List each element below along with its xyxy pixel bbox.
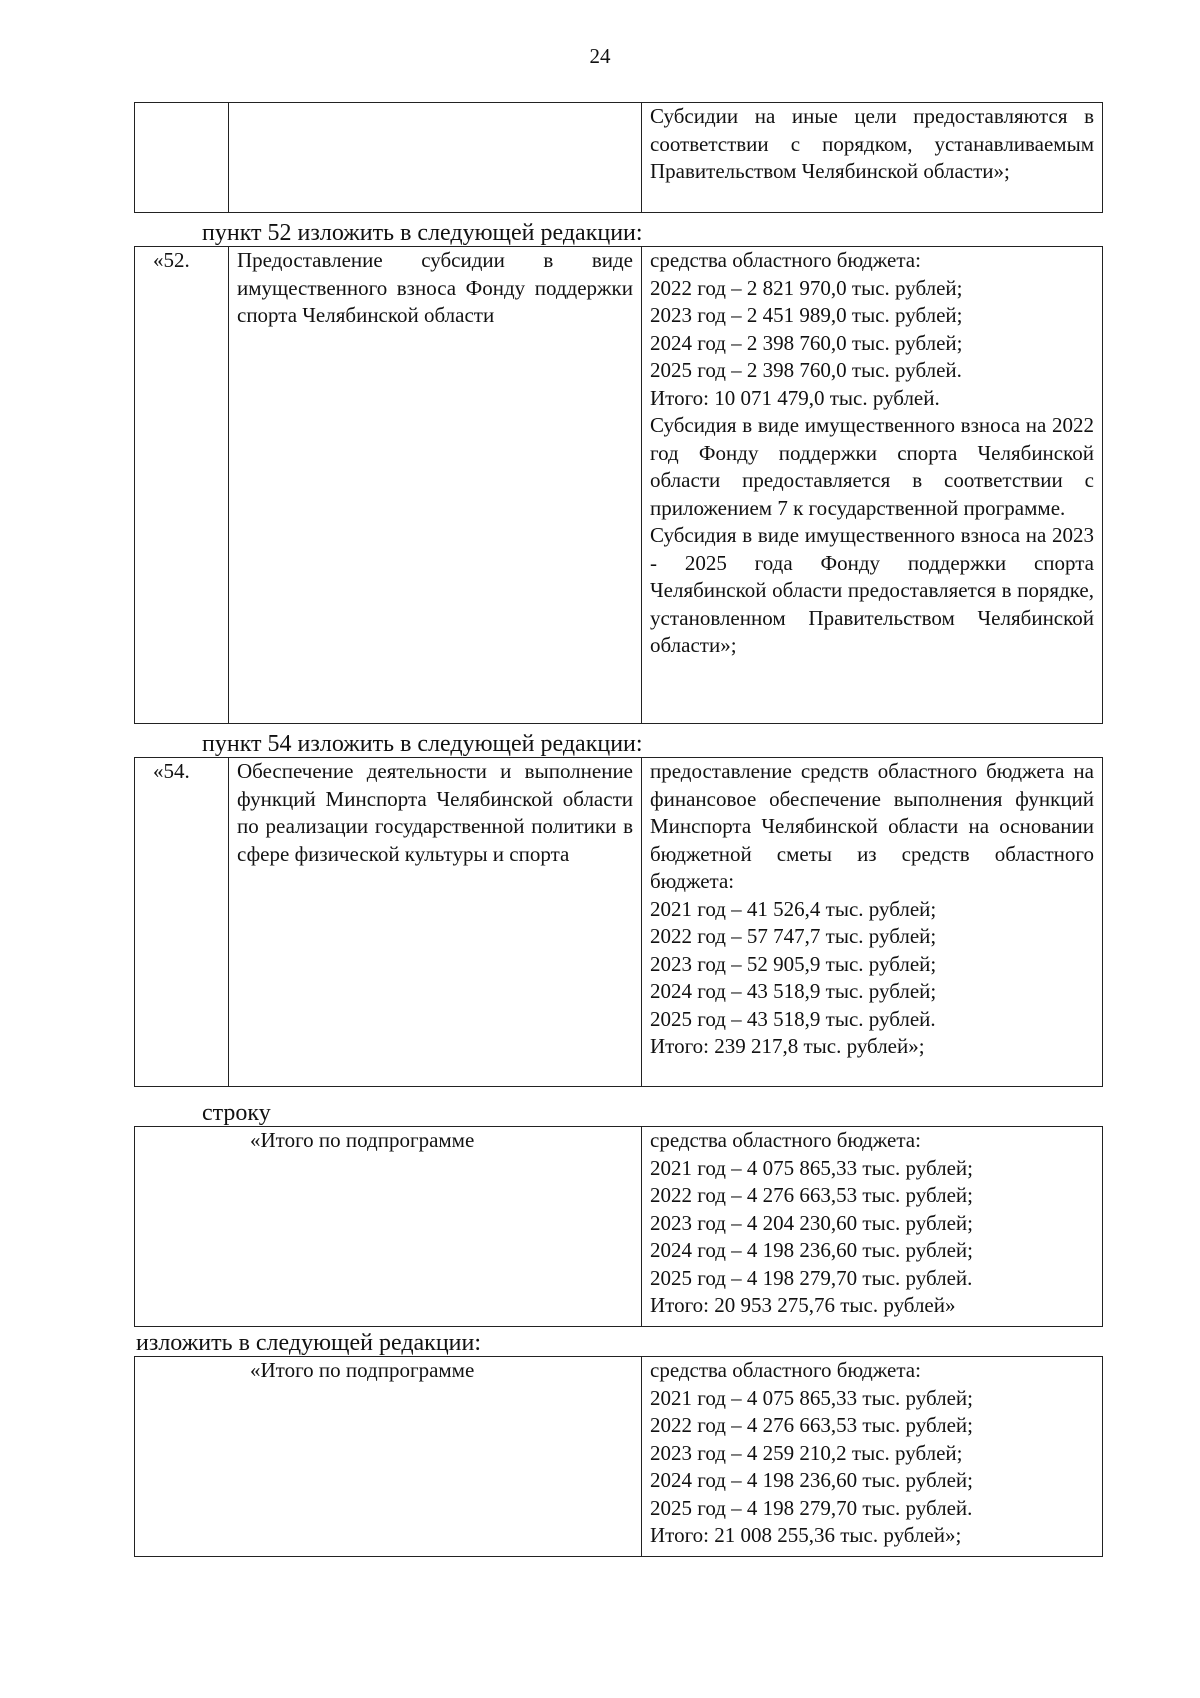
item-54-table xyxy=(134,757,1103,1087)
heading-item-54: пункт 54 изложить в следующей редакции: xyxy=(202,731,643,757)
old-total-line: 2025 год – 4 198 279,70 тыс. рублей. xyxy=(650,1265,973,1290)
item-54-line: 2025 год – 43 518,9 тыс. рублей. xyxy=(650,1006,936,1031)
heading-item-52: пункт 52 изложить в следующей редакции: xyxy=(202,220,643,246)
page-number: 24 xyxy=(589,44,611,68)
item-54-total: Итого: 239 217,8 тыс. рублей»; xyxy=(650,1034,925,1058)
old-total-sum: Итого: 20 953 275,76 тыс. рублей» xyxy=(650,1293,956,1317)
item-52-content-cell xyxy=(642,247,1103,724)
new-total-line: 2025 год – 4 198 279,70 тыс. рублей. xyxy=(650,1495,973,1520)
heading-new-version: изложить в следующей редакции: xyxy=(136,1330,482,1356)
item-52-line: 2022 год – 2 821 970,0 тыс. рублей; xyxy=(650,275,963,300)
continuation-table xyxy=(134,102,1103,213)
old-total-table xyxy=(134,1126,1103,1327)
table-row xyxy=(135,1127,1103,1327)
item-54-line: 2024 год – 43 518,9 тыс. рублей; xyxy=(650,979,937,1003)
old-total-content-cell xyxy=(642,1127,1103,1327)
subsidy-other-purposes-text: Субсидии на иные цели предоставляются в соответствии с порядком, устанавливаемым Правительством Челябинской области»; xyxy=(650,104,1094,183)
number-cell xyxy=(135,103,229,213)
old-total-line: средства областного бюджета: xyxy=(650,1128,921,1152)
old-total-line: 2024 год – 4 198 236,60 тыс. рублей; xyxy=(650,1238,974,1262)
item-54-line: 2022 год – 57 747,7 тыс. рублей; xyxy=(650,924,937,948)
item-54-intro: предоставление средств областного бюджета на финансовое обеспечение выполнения функций Минспорта Челябинской области на основании бюджетной сметы из средств областного бюджета: xyxy=(650,759,1094,893)
item-52-paragraph-2023-2025: Субсидия в виде имущественного взноса на 2023 - 2025 года Фонду поддержки спорта Челябинской области предоставляется в порядке, установленном Правительством Челябинской области»; xyxy=(650,523,1094,657)
new-total-line: 2021 год – 4 075 865,33 тыс. рублей; xyxy=(650,1385,974,1410)
old-total-label: «Итого по подпрограмме xyxy=(135,1127,642,1327)
heading-row: строку xyxy=(202,1100,271,1126)
new-total-table xyxy=(134,1356,1103,1557)
new-total-label: «Итого по подпрограмме xyxy=(135,1357,642,1557)
new-total-sum: Итого: 21 008 255,36 тыс. рублей»; xyxy=(650,1523,962,1547)
old-total-line: 2021 год – 4 075 865,33 тыс. рублей; xyxy=(650,1155,974,1180)
table-row xyxy=(135,247,1103,724)
item-52-number: «52. xyxy=(135,247,229,724)
table-row xyxy=(135,103,1103,213)
item-52-line: средства областного бюджета: xyxy=(650,248,921,272)
item-54-number: «54. xyxy=(135,758,229,1087)
title-cell xyxy=(229,103,642,213)
old-total-line: 2022 год – 4 276 663,53 тыс. рублей; xyxy=(650,1183,974,1207)
item-54-title: Обеспечение деятельности и выполнение функций Минспорта Челябинской области по реализации государственной политики в сфере физической культуры и спорта xyxy=(237,759,633,866)
item-54-line: 2023 год – 52 905,9 тыс. рублей; xyxy=(650,951,937,976)
item-52-table xyxy=(134,246,1103,724)
item-52-total: Итого: 10 071 479,0 тыс. рублей. xyxy=(650,385,940,410)
old-total-line: 2023 год – 4 204 230,60 тыс. рублей; xyxy=(650,1210,974,1235)
table-row xyxy=(135,1357,1103,1557)
new-total-line: 2023 год – 4 259 210,2 тыс. рублей; xyxy=(650,1440,963,1465)
table-row xyxy=(135,758,1103,1087)
content-cell xyxy=(642,103,1103,213)
item-52-line: 2023 год – 2 451 989,0 тыс. рублей; xyxy=(650,303,963,327)
item-52-paragraph-2022: Субсидия в виде имущественного взноса на 2022 год Фонду поддержки спорта Челябинской области предоставляется в соответствии с приложением 7 к государственной программе. xyxy=(650,413,1094,520)
new-total-content-cell xyxy=(642,1357,1103,1557)
item-52-title: Предоставление субсидии в виде имущественного взноса Фонду поддержки спорта Челябинской области xyxy=(237,248,633,327)
item-52-title-cell xyxy=(229,247,642,724)
item-54-content-cell xyxy=(642,758,1103,1087)
item-52-line: 2025 год – 2 398 760,0 тыс. рублей. xyxy=(650,358,962,382)
item-54-line: 2021 год – 41 526,4 тыс. рублей; xyxy=(650,896,937,921)
new-total-line: средства областного бюджета: xyxy=(650,1358,921,1382)
item-52-line: 2024 год – 2 398 760,0 тыс. рублей; xyxy=(650,330,963,355)
new-total-line: 2024 год – 4 198 236,60 тыс. рублей; xyxy=(650,1468,974,1492)
new-total-line: 2022 год – 4 276 663,53 тыс. рублей; xyxy=(650,1413,974,1437)
item-54-title-cell xyxy=(229,758,642,1087)
